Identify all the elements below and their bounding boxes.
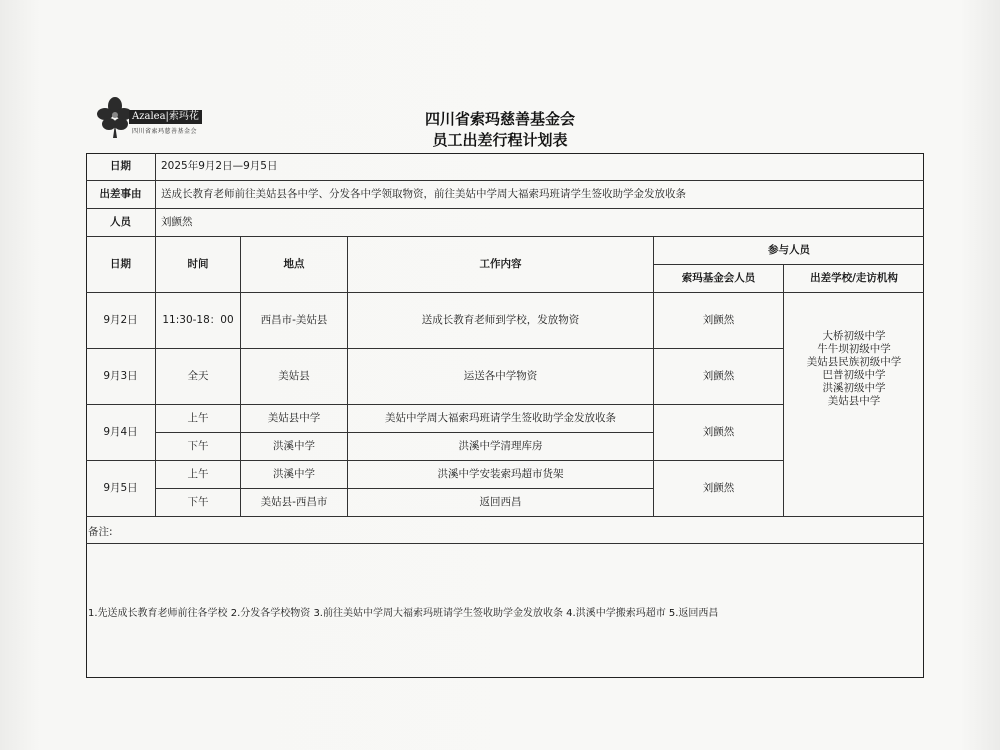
row-place: 洪溪中学 bbox=[241, 461, 348, 489]
row-staff: 刘颤然 bbox=[654, 349, 784, 405]
row-time: 全天 bbox=[156, 349, 241, 405]
header-time: 时间 bbox=[156, 237, 241, 293]
row-place: 洪溪中学 bbox=[241, 433, 348, 461]
row-work: 送成长教育老师到学校，发放物资 bbox=[348, 293, 654, 349]
school-item: 巴普初级中学 bbox=[822, 369, 886, 381]
school-item: 牛牛坝初级中学 bbox=[817, 343, 891, 355]
remarks-text: 1.先送成长教育老师前往各学校 2.分发各学校物资 3.前往美姑中学周大福索玛班请学生签收助学金发放收条 4.洪溪中学搬索玛超市 5.返回西昌 bbox=[88, 608, 719, 619]
row-work: 美姑中学周大福索玛班请学生签收助学金发放收条 bbox=[348, 405, 654, 433]
schools-cell bbox=[784, 293, 924, 517]
row-place: 西昌市-美姑县 bbox=[241, 293, 348, 349]
row-date: 9月2日 bbox=[86, 293, 156, 349]
row-place: 美姑县中学 bbox=[241, 405, 348, 433]
row-work: 运送各中学物资 bbox=[348, 349, 654, 405]
row-staff: 刘颤然 bbox=[654, 405, 784, 461]
row-time: 上午 bbox=[156, 405, 241, 433]
reason-value: 送成长教育老师前往美姑县各中学、分发各中学领取物资，前往美姑中学周大福索玛班请学生签收助学金发放收条 bbox=[156, 181, 924, 209]
person-label: 人员 bbox=[86, 209, 156, 237]
header-participants: 参与人员 bbox=[654, 237, 924, 265]
person-value: 刘颤然 bbox=[156, 209, 924, 237]
logo-subtitle: 四川省索玛慈善基金会 bbox=[132, 128, 198, 135]
row-place: 美姑县-西昌市 bbox=[241, 489, 348, 517]
remarks-divider bbox=[86, 543, 924, 544]
row-date: 9月5日 bbox=[86, 461, 156, 517]
remarks-label: 备注: bbox=[88, 526, 113, 538]
row-date: 9月3日 bbox=[86, 349, 156, 405]
document-subtitle: 员工出差行程计划表 bbox=[432, 131, 568, 149]
row-time: 下午 bbox=[156, 433, 241, 461]
row-work: 洪溪中学安装索玛超市货架 bbox=[348, 461, 654, 489]
school-item: 美姑县民族初级中学 bbox=[806, 356, 902, 368]
row-work: 返回西昌 bbox=[348, 489, 654, 517]
header-staff: 索玛基金会人员 bbox=[654, 265, 784, 293]
logo-brand-text: Azalea|索玛花 bbox=[129, 110, 202, 124]
row-work: 洪溪中学清理库房 bbox=[348, 433, 654, 461]
header-schools: 出差学校/走访机构 bbox=[784, 265, 924, 293]
header-place: 地点 bbox=[241, 237, 348, 293]
row-staff: 刘颤然 bbox=[654, 461, 784, 517]
school-item: 洪溪初级中学 bbox=[822, 382, 886, 394]
reason-label: 出差事由 bbox=[86, 181, 156, 209]
row-date: 9月4日 bbox=[86, 405, 156, 461]
date-value: 2025年9月2日—9月5日 bbox=[156, 153, 924, 181]
row-staff: 刘颤然 bbox=[654, 293, 784, 349]
date-label: 日期 bbox=[86, 153, 156, 181]
row-time: 上午 bbox=[156, 461, 241, 489]
row-time: 下午 bbox=[156, 489, 241, 517]
school-item: 大桥初级中学 bbox=[822, 330, 886, 342]
document-title: 四川省索玛慈善基金会 bbox=[424, 110, 575, 128]
header-work: 工作内容 bbox=[348, 237, 654, 293]
school-item: 美姑县中学 bbox=[827, 395, 881, 407]
header-date: 日期 bbox=[86, 237, 156, 293]
row-time: 11:30-18：00 bbox=[156, 293, 241, 349]
row-place: 美姑县 bbox=[241, 349, 348, 405]
